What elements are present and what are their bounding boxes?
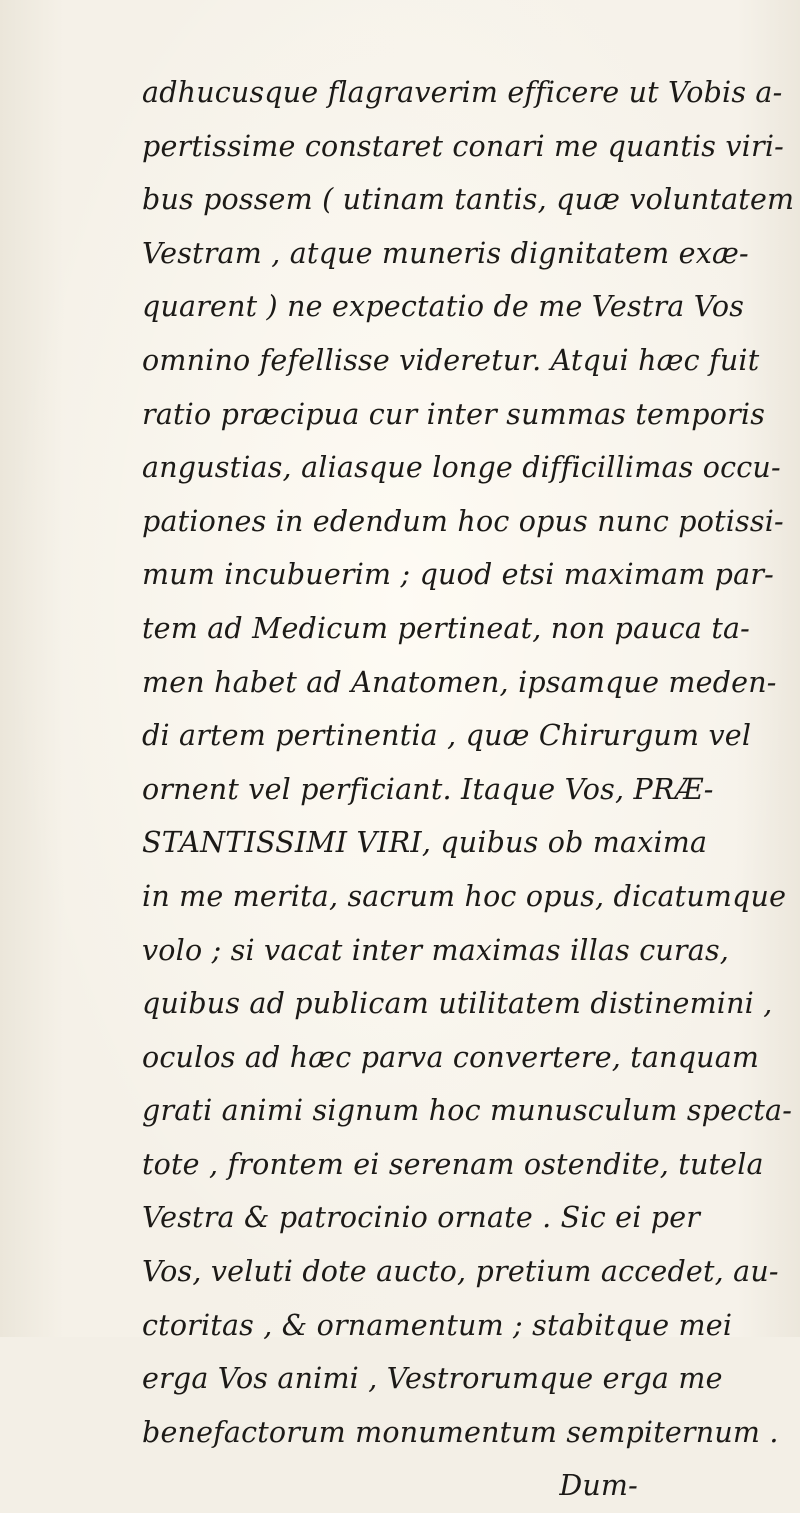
page-text bbox=[142, 66, 795, 1513]
text-line: pationes in edendum hoc opus nunc potissi- bbox=[142, 504, 784, 538]
text-line: quibus ad publicam utilitatem distinemini , bbox=[142, 987, 773, 1021]
text-line: di artem pertinentia , quæ Chirurgum vel bbox=[142, 719, 752, 753]
text-line: volo ; si vacat inter maximas illas curas, bbox=[142, 933, 730, 967]
text-line: tote , frontem ei serenam ostendite, tutela bbox=[142, 1147, 764, 1181]
text-line: mum incubuerim ; quod etsi maximam par- bbox=[142, 558, 774, 592]
text-line: grati animi signum hoc munusculum specta- bbox=[142, 1094, 793, 1128]
text-line: quarent ) ne expectatio de me Vestra Vos bbox=[142, 290, 745, 324]
text-line: tem ad Medicum pertineat, non pauca ta- bbox=[142, 611, 750, 645]
text-line: STANTISSIMI VIRI, quibus ob maxima bbox=[142, 826, 708, 860]
text-line: pertissime constaret conari me quantis viri- bbox=[142, 129, 784, 163]
text-line: ornent vel perficiant. Itaque Vos, PRÆ- bbox=[142, 772, 714, 806]
text-line: in me merita, sacrum hoc opus, dicatumque bbox=[142, 879, 787, 913]
text-line: Vestra & patrocinio ornate . Sic ei per bbox=[142, 1201, 701, 1235]
text-line: ratio præcipua cur inter summas temporis bbox=[142, 397, 766, 431]
text-line: omnino fefellisse videretur. Atqui hæc fuit bbox=[142, 343, 760, 377]
text-line: bus possem ( utinam tantis, quæ voluntatem bbox=[142, 183, 795, 217]
text-line: Vos, veluti dote aucto, pretium accedet, au- bbox=[142, 1255, 779, 1289]
text-line: ctoritas , & ornamentum ; stabitque mei bbox=[142, 1308, 733, 1342]
catchword: Dum- bbox=[559, 1469, 638, 1503]
text-line: oculos ad hæc parva convertere, tanquam bbox=[142, 1040, 760, 1074]
text-line: angustias, aliasque longe difficillimas occu- bbox=[142, 451, 781, 485]
text-line: erga Vos animi , Vestrorumque erga me bbox=[142, 1362, 723, 1396]
text-line: adhucusque flagraverim efficere ut Vobis a- bbox=[142, 76, 783, 109]
text-line: Vestram , atque muneris dignitatem exæ- bbox=[142, 236, 749, 270]
text-line: men habet ad Anatomen, ipsamque meden- bbox=[142, 665, 777, 699]
text-line: benefactorum monumentum sempiternum . bbox=[142, 1415, 779, 1449]
